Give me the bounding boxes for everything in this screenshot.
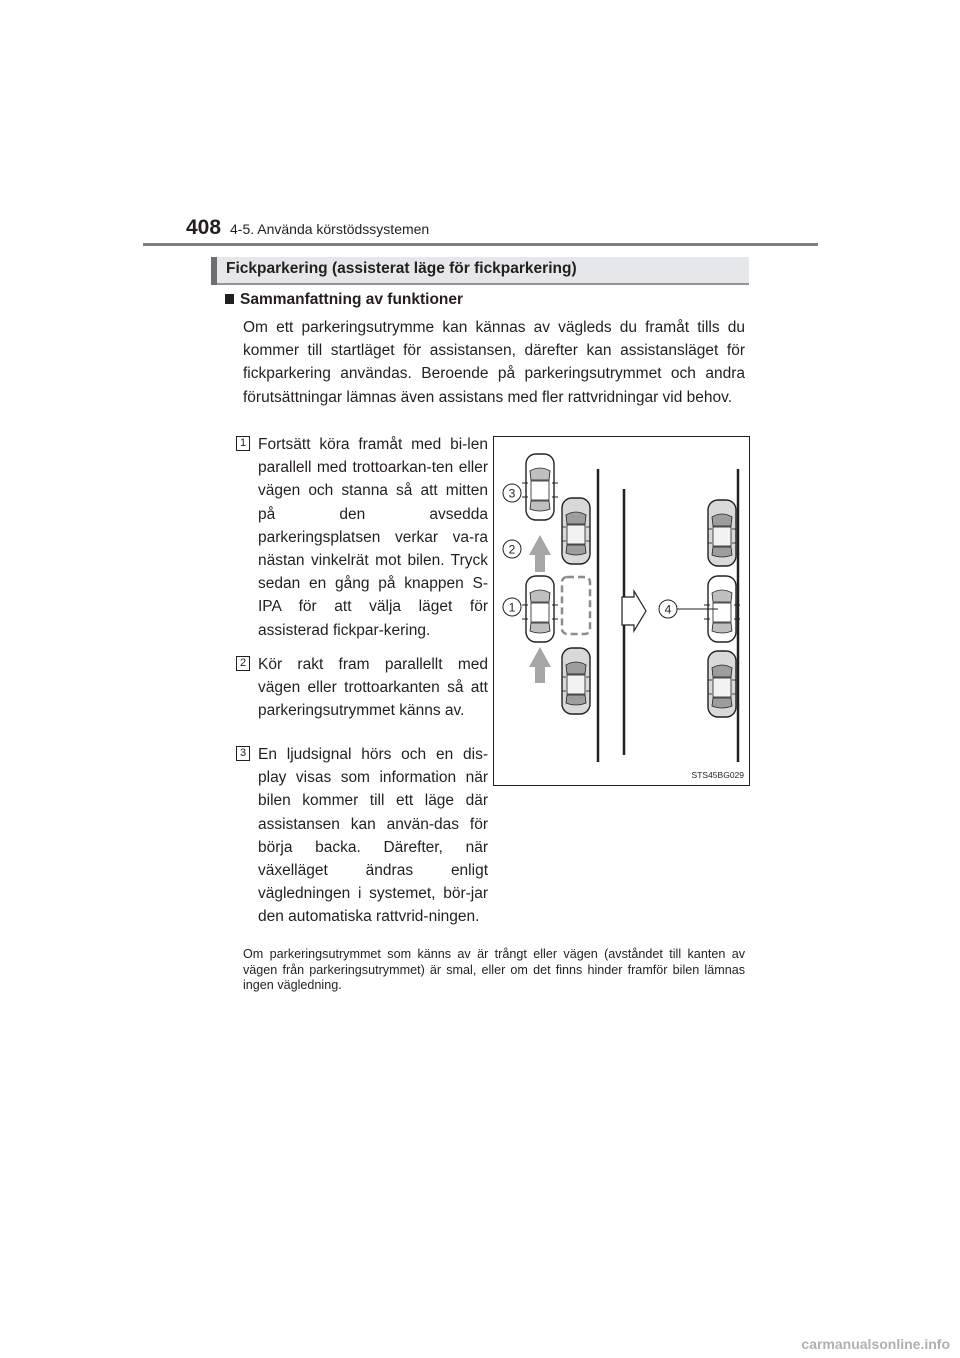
forward-arrow-upper-icon: [529, 535, 551, 572]
step-text: Fortsätt köra framåt med bi-len parallell med trottoarkan-ten eller vägen och stanna så att mitten på den avsedda parkeringsplatsen verkar va-ra nästan vinkelrät mot bilen. Tryck sedan en gång på knappen S-IPA för att välja läget för assisterad fickpar-kering.: [258, 436, 488, 639]
chapter-title: 4-5. Använda körstödssystemen: [230, 221, 430, 237]
step-2: [236, 653, 488, 723]
transition-arrow-icon: [622, 591, 646, 631]
step-1: [236, 433, 488, 642]
page-number: 408: [186, 216, 222, 239]
forward-arrow-lower-icon: [529, 647, 551, 683]
callout-2-label: 2: [508, 542, 516, 557]
parked-car-left-top: [562, 498, 590, 564]
header-rule: [143, 243, 818, 246]
step-number-badge: 2: [236, 656, 250, 671]
step-text: En ljudsignal hörs och en dis-play visas som information när bilen kommer till ett läge där assistansen kan använ-das för börja backa. Därefter, när växelläget ändras enligt vägledningen i systemet, bör-jar den automatiska rattvrid-ningen.: [258, 746, 488, 926]
own-car-position-1: [522, 576, 558, 642]
note-paragraph: Om parkeringsutrymmet som känns av är trångt eller vägen (avståndet till kanten av vägen från parkeringsutrymmet) är smal, eller om det finns hinder framför bilen lämnas ingen vägledning.: [243, 947, 745, 993]
subsection-heading: [225, 291, 463, 309]
callout-2: [503, 540, 521, 558]
callout-4: [659, 600, 677, 618]
callout-1: [503, 598, 521, 616]
step-number-badge: 3: [236, 746, 250, 761]
figure-code: STS45BG029: [691, 770, 744, 780]
parking-diagram: [493, 436, 750, 786]
subsection-heading-text: Sammanfattning av funktioner: [240, 291, 464, 308]
parking-diagram-svg: [494, 437, 749, 785]
section-title: Fickparkering (assisterat läge för fickparkering): [226, 260, 577, 277]
callout-3-label: 3: [508, 486, 516, 501]
square-bullet-icon: [225, 294, 234, 304]
parked-car-right-top: [708, 500, 736, 566]
step-number-badge: 1: [236, 436, 250, 451]
callout-3: [503, 484, 521, 502]
parked-car-left-bottom: [562, 648, 590, 714]
own-car-position-3: [522, 454, 558, 520]
step-3: [236, 743, 488, 929]
section-accent: [211, 257, 217, 285]
intro-paragraph: Om ett parkeringsutrymme kan kännas av vägleds du framåt tills du kommer till startläget för assistansen, därefter kan assistansläget för fickparkering användas. Beroende på parkeringsutrymmet och andra förutsättningar lämnas även assistans med fler rattvridningar vid behov.: [243, 319, 745, 406]
callout-4-label: 4: [664, 602, 672, 617]
parking-space-target: [562, 577, 590, 634]
callout-1-label: 1: [508, 600, 516, 615]
watermark: carmanualsonline.info: [801, 1336, 950, 1352]
step-text: Kör rakt fram parallellt med vägen eller trottoarkanten så att parkeringsutrymmet känns av.: [258, 656, 488, 720]
section-title-bar: [211, 257, 749, 285]
parked-car-right-bottom: [708, 651, 736, 717]
